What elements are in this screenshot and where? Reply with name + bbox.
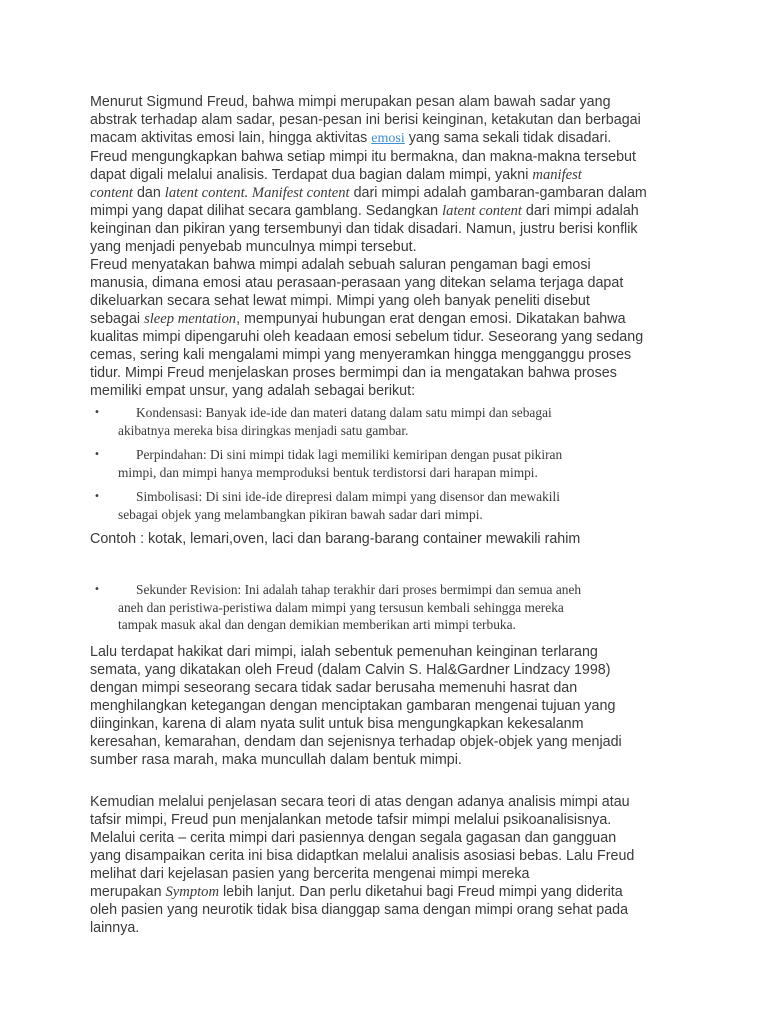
- text-line: aneh dan peristiwa-peristiwa dalam mimpi yang tersusun kembali sehingga mereka: [118, 599, 564, 615]
- text-line: mimpi, dan mimpi hanya memproduksi bentuk terdistorsi dari harapan mimpi.: [118, 464, 538, 480]
- document-body: [90, 93, 686, 937]
- paragraph-dream-essence: [90, 643, 686, 769]
- text-line: [90, 166, 686, 184]
- text-line: akibatnya mereka bisa diringkas menjadi satu gambar.: [118, 422, 409, 438]
- italic-term: Symptom: [165, 883, 220, 900]
- text-run: dan: [132, 185, 165, 201]
- paragraph-dream-interpretation: [90, 793, 686, 937]
- text-line: dengan mimpi seseorang secara tidak sadar berusaha memenuhi hasrat dan: [90, 679, 578, 696]
- text-line: yang menjadi penyebab munculnya mimpi tersebut.: [90, 239, 417, 255]
- text-line: Kemudian melalui penjelasan secara teori di atas dengan adanya analisis mimpi atau: [90, 793, 630, 810]
- text-line: yang disampaikan cerita ini bisa didaptkan melalui analisis asosiasi bebas. Lalu Freud: [90, 847, 635, 864]
- text-run: yang sama sekali tidak disadari.: [404, 130, 612, 146]
- text-line: [90, 883, 686, 901]
- text-run: merupakan: [90, 883, 166, 900]
- text-line: Melalui cerita – cerita mimpi dari pasiennya dengan segala gagasan dan gangguan: [90, 829, 617, 846]
- paragraph-dream-emotion: [90, 256, 686, 400]
- text-line: tafsir mimpi, Freud pun menjalankan metode tafsir mimpi melalui psikoanalisisnya.: [90, 811, 612, 828]
- text-line: Freud menyatakan bahwa mimpi adalah sebuah saluran pengaman bagi emosi: [90, 257, 591, 273]
- text-line: melihat dari kejelasan pasien yang bercerita mengenai mimpi mereka: [90, 865, 530, 882]
- text-line: sumber rasa marah, maka muncullah dalam bentuk mimpi.: [90, 751, 462, 768]
- text-line: menghilangkan ketegangan dengan menciptakan gambaran mengenai tujuan yang: [90, 697, 616, 714]
- text-line: Freud mengungkapkan bahwa setiap mimpi itu bermakna, dan makna-makna tersebut: [90, 149, 636, 165]
- example-line: Contoh : kotak, lemari,oven, laci dan barang-barang container mewakili rahim: [90, 531, 581, 547]
- text-run: dari mimpi adalah: [521, 203, 639, 219]
- list-item: [90, 404, 686, 439]
- list-item: [90, 446, 686, 481]
- text-line: oleh pasien yang neurotik tidak bisa dianggap sama dengan mimpi orang sehat pada: [90, 901, 629, 918]
- text-run: dari mimpi adalah gambaran-gambaran dalam: [349, 185, 647, 201]
- text-line: Kondensasi: Banyak ide-ide dan materi datang dalam satu mimpi dan sebagai: [136, 405, 552, 420]
- text-line: keresahan, kemarahan, dendam dan sejenisnya terhadap objek-objek yang menjadi: [90, 733, 622, 750]
- text-line: Sekunder Revision: Ini adalah tahap terakhir dari proses bermimpi dan semua aneh: [136, 582, 582, 597]
- text-line: lainnya.: [90, 919, 140, 936]
- text-line: sebagai objek yang melambangkan pikiran bawah sadar dari mimpi.: [118, 506, 483, 522]
- emosi-link[interactable]: emosi: [371, 131, 405, 146]
- text-run: macam aktivitas emosi lain, hingga aktivitas: [90, 130, 372, 146]
- text-line: Lalu terdapat hakikat dari mimpi, ialah sebentuk pemenuhan keinginan terlarang: [90, 643, 598, 660]
- text-line: Simbolisasi: Di sini ide-ide direpresi dalam mimpi yang disensor dan mewakili: [136, 489, 560, 504]
- italic-term: manifest: [532, 167, 582, 183]
- bullet-icon: •: [94, 584, 100, 595]
- text-line: manusia, dimana emosi atau perasaan-perasaan yang ditekan selama terjaga dapat: [90, 275, 624, 291]
- italic-term: latent content. Manifest content: [164, 185, 350, 201]
- text-line: semata, yang dikatakan oleh Freud (dalam Calvin S. Hal&Gardner Lindzacy 1998): [90, 661, 611, 678]
- text-line: abstrak terhadap alam sadar, pesan-pesan ini berisi keinginan, ketakutan dan berbagai: [90, 112, 641, 128]
- text-line: memiliki empat unsur, yang adalah sebagai berikut:: [90, 383, 416, 399]
- text-line: Perpindahan: Di sini mimpi tidak lagi memiliki kemiripan dengan pusat pikiran: [136, 447, 563, 462]
- text-line: tampak masuk akal dan dengan demikian memberikan arti mimpi terbuka.: [118, 617, 516, 632]
- text-run: dapat digali melalui analisis. Terdapat dua bagian dalam mimpi, yakni: [90, 167, 533, 183]
- text-line: keinginan dan pikiran yang tersembunyi dan tidak disadari. Namun, justru berisi konflik: [90, 221, 638, 237]
- text-line: [90, 310, 686, 328]
- text-line: kualitas mimpi dipengaruhi oleh keadaan emosi sebelum tidur. Seseorang yang sedang: [90, 329, 644, 345]
- text-line: [90, 184, 686, 202]
- italic-term: content: [90, 185, 133, 201]
- dream-elements-list: [90, 404, 686, 523]
- text-run: , mempunyai hubungan erat dengan emosi. Dikatakan bahwa: [236, 311, 626, 327]
- text-line: dikeluarkan secara sehat lewat mimpi. Mimpi yang oleh banyak peneliti disebut: [90, 293, 590, 309]
- text-run: lebih lanjut. Dan perlu diketahui bagi Freud mimpi yang diderita: [219, 883, 623, 900]
- text-line: cemas, sering kali mengalami mimpi yang menyeramkan hingga mengganggu proses: [90, 347, 632, 363]
- text-run: mimpi yang dapat dilihat secara gamblang. Sedangkan: [90, 203, 443, 219]
- bullet-icon: •: [94, 491, 100, 502]
- text-line: Menurut Sigmund Freud, bahwa mimpi merupakan pesan alam bawah sadar yang: [90, 94, 611, 110]
- text-line: diinginkan, karena di alam nyata sulit untuk bisa mengungkapkan kekesalanm: [90, 715, 584, 732]
- text-line: tidur. Mimpi Freud menjelaskan proses bermimpi dan ia mengatakan bahwa proses: [90, 365, 617, 381]
- paragraph-freud-dream-definition: [90, 93, 686, 256]
- text-run: sebagai: [90, 311, 145, 327]
- list-item: [90, 488, 686, 523]
- dream-elements-list-continued: [90, 581, 686, 634]
- italic-term: sleep mentation: [144, 311, 237, 327]
- bullet-icon: •: [94, 407, 100, 418]
- bullet-icon: •: [94, 449, 100, 460]
- text-line: [90, 129, 686, 148]
- list-item: [90, 581, 686, 634]
- text-line: [90, 202, 686, 220]
- italic-term: latent content: [442, 203, 522, 219]
